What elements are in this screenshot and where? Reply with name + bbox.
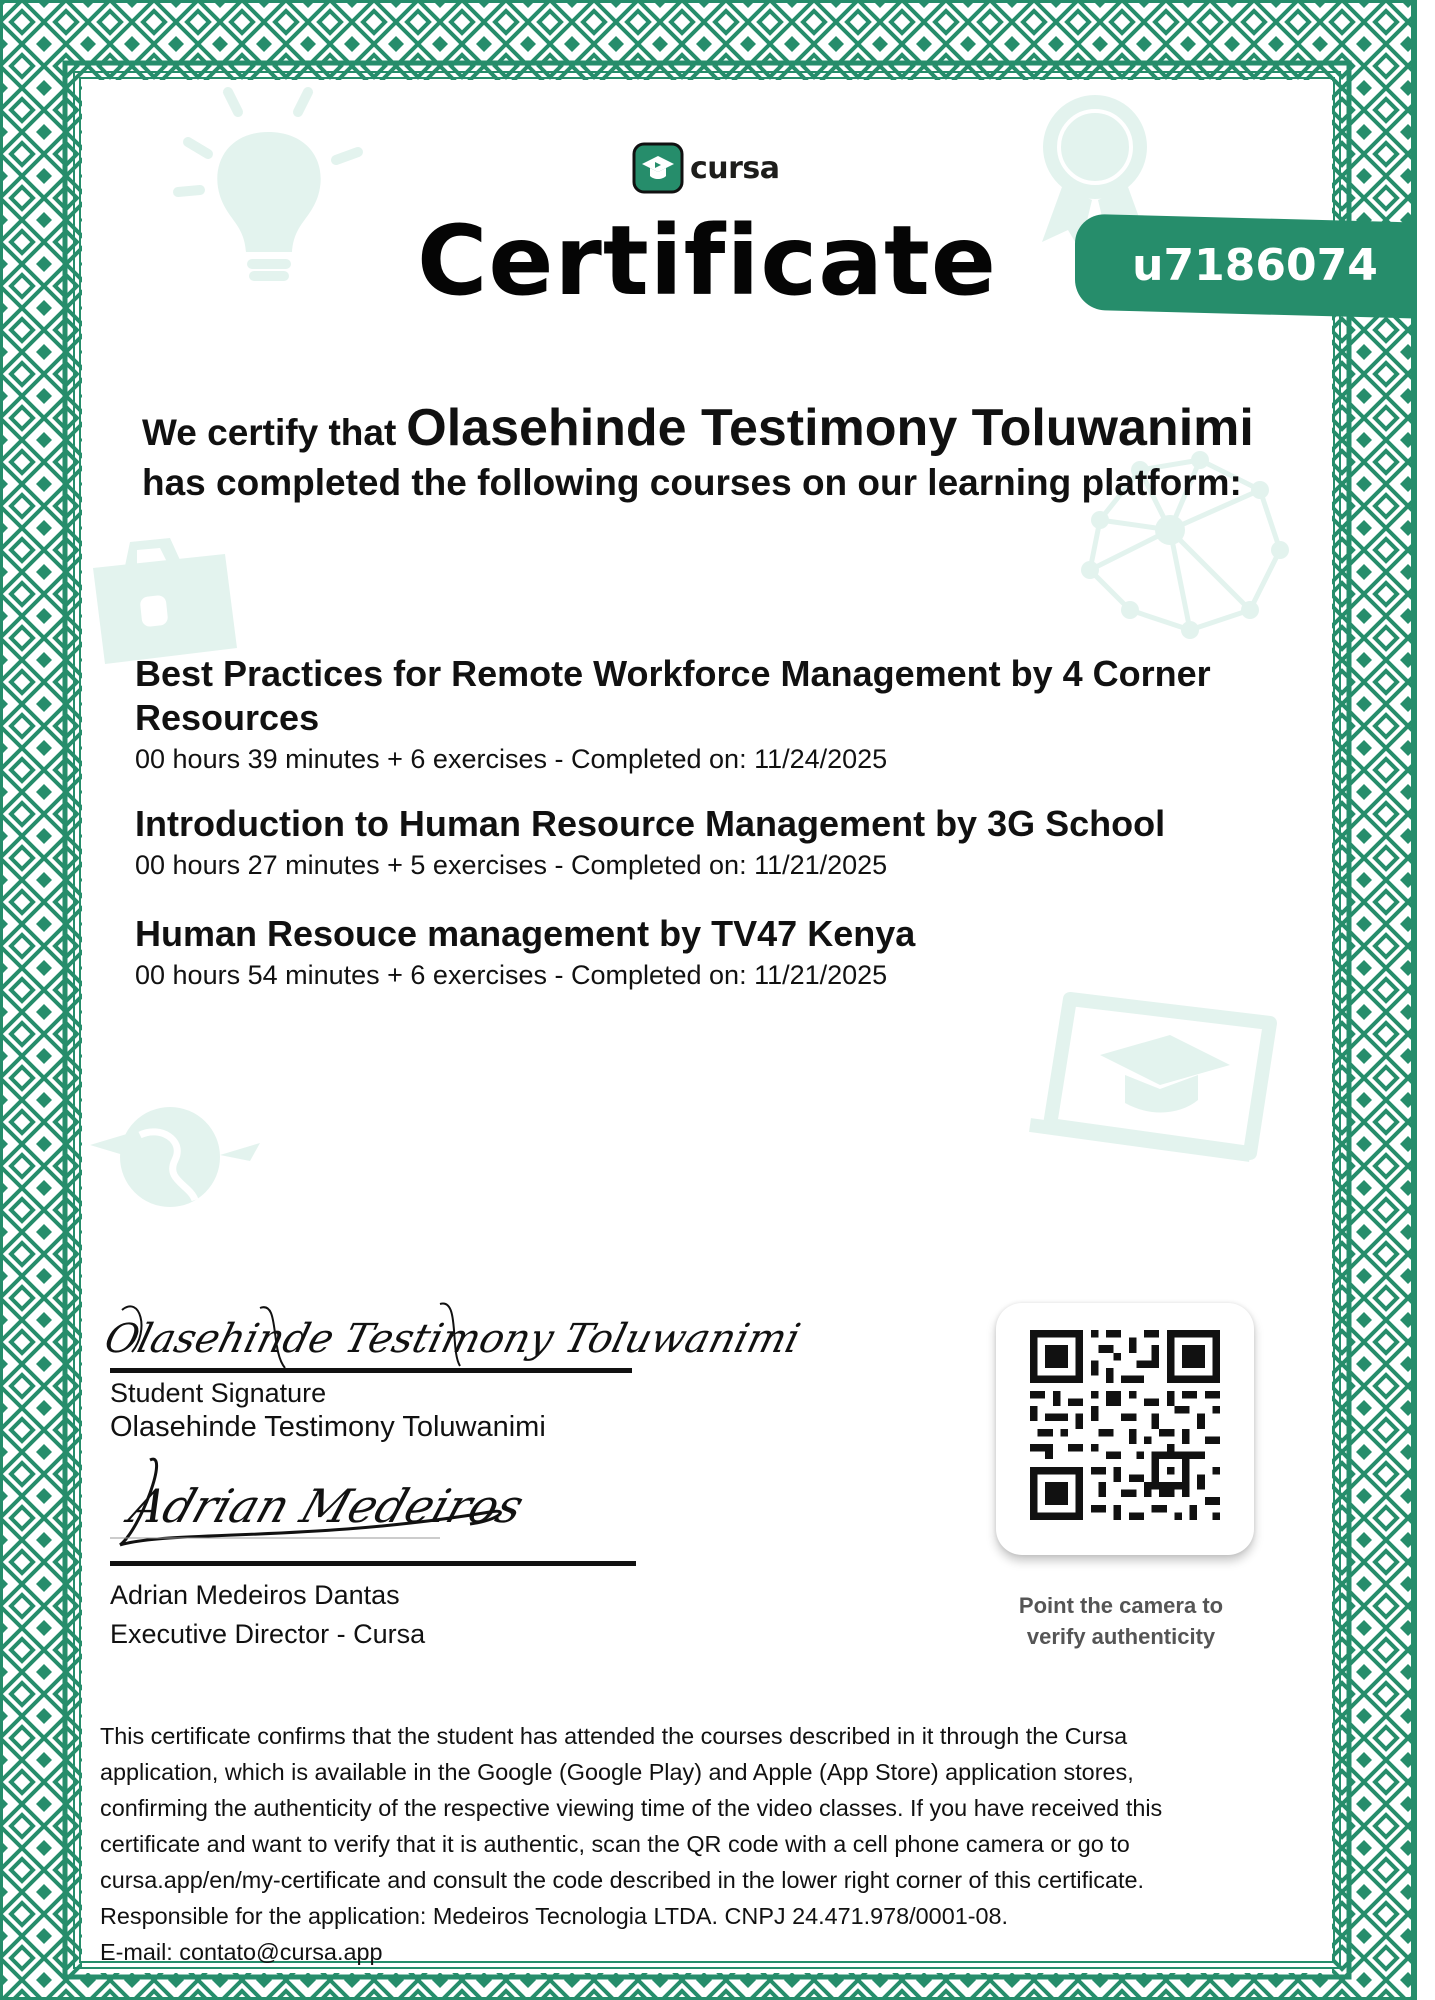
course-meta: 00 hours 54 minutes + 6 exercises - Completed on: 11/21/2025 xyxy=(135,960,888,990)
student-signature-line xyxy=(110,1368,632,1373)
course-meta: 00 hours 39 minutes + 6 exercises - Completed on: 11/24/2025 xyxy=(135,744,888,774)
cursa-logo xyxy=(632,140,782,196)
director-signature-line xyxy=(110,1561,636,1566)
verification-qr-code[interactable] xyxy=(1030,1330,1220,1520)
certificate-code: u7186074 xyxy=(1132,240,1378,291)
svg-text:Adrian Medeiros: Adrian Medeiros xyxy=(122,1480,531,1534)
course-title: Best Practices for Remote Workforce Management by 4 Corner Resources xyxy=(135,653,1211,738)
svg-text:Olasehinde Testimony Toluwanim: Olasehinde Testimony Toluwanimi xyxy=(100,1314,805,1362)
completed-statement: has completed the following courses on our learning platform: xyxy=(142,462,1242,503)
qr-caption-line: Point the camera to xyxy=(1018,1593,1224,1618)
disclaimer-line: This certificate confirms that the student has attended the courses described in it through the Cursa xyxy=(100,1723,1128,1749)
cursa-logo-text: cursa xyxy=(690,150,780,186)
director-name: Adrian Medeiros Dantas xyxy=(110,1580,400,1610)
disclaimer-line: certificate and want to verify that it is authentic, scan the QR code with a cell phone camera or go to xyxy=(100,1831,1130,1857)
student-name-heading: Olasehinde Testimony Toluwanimi xyxy=(406,399,1254,457)
course-meta: 00 hours 27 minutes + 5 exercises - Completed on: 11/21/2025 xyxy=(135,850,888,880)
student-signature-label: Student Signature xyxy=(110,1378,327,1408)
qr-caption xyxy=(990,1590,1252,1652)
certify-prefix: We certify that xyxy=(142,412,397,453)
disclaimer-email: E-mail: contato@cursa.app xyxy=(100,1939,383,1965)
certify-statement xyxy=(142,398,1254,458)
disclaimer-line: Responsible for the application: Medeiros Tecnologia LTDA. CNPJ 24.471.978/0001-08. xyxy=(100,1903,1009,1929)
course-title: Human Resouce management by TV47 Kenya xyxy=(135,913,916,954)
student-name: Olasehinde Testimony Toluwanimi xyxy=(110,1411,546,1443)
certificate-disclaimer xyxy=(100,1718,1320,1970)
course-item xyxy=(135,802,1215,882)
globe-graduation-icon xyxy=(90,1095,265,1220)
course-title: Introduction to Human Resource Management by 3G School xyxy=(135,803,1166,844)
qr-caption-line: verify authenticity xyxy=(1026,1624,1216,1649)
cursa-logo-icon xyxy=(632,142,684,194)
director-title: Executive Director - Cursa xyxy=(110,1619,426,1649)
disclaimer-line: confirming the authenticity of the respective viewing time of the video classes. If you have received this xyxy=(100,1795,1163,1821)
course-item xyxy=(135,652,1215,776)
certificate-title: Certificate xyxy=(416,205,998,317)
course-item xyxy=(135,912,1215,992)
laptop-graduation-icon xyxy=(1030,985,1280,1180)
student-handwritten-signature xyxy=(100,1290,805,1370)
disclaimer-line: cursa.app/en/my-certificate and consult the code described in the lower right corner of this certificate. xyxy=(100,1867,1145,1893)
disclaimer-line: application, which is available in the Google (Google Play) and Apple (App Store) application stores, xyxy=(100,1759,1134,1785)
director-handwritten-signature xyxy=(110,1450,530,1555)
briefcase-icon xyxy=(85,530,245,670)
